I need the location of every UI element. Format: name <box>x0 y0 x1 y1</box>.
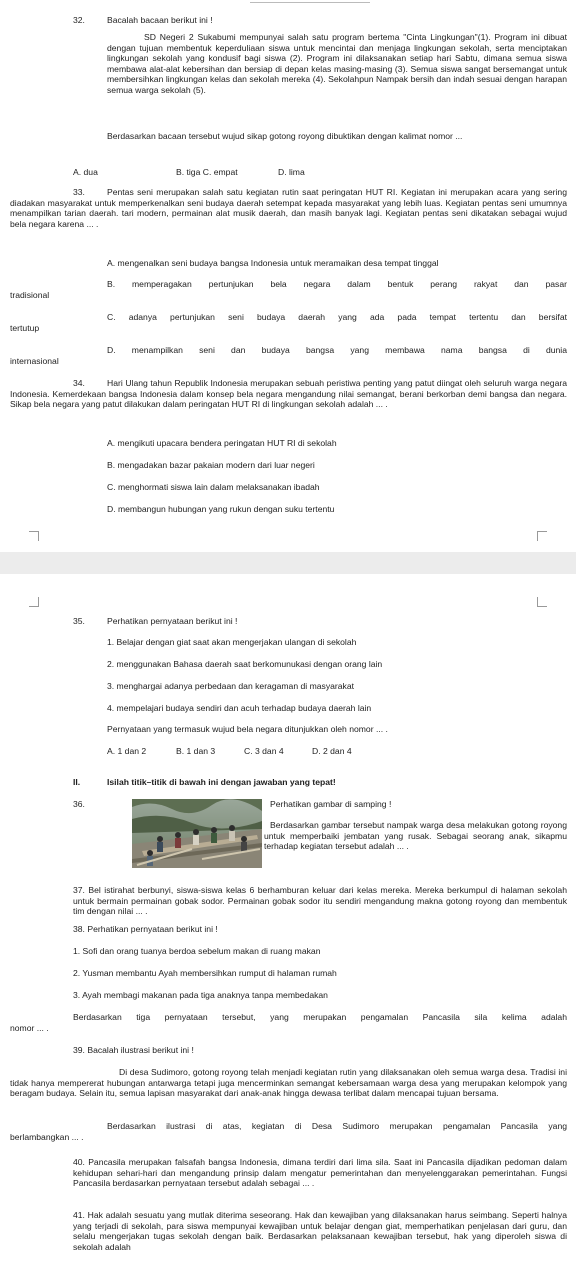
page-1 <box>0 0 576 552</box>
q37-text: 37. Bel istirahat berbunyi, siswa-siswa kelas 6 berhamburan keluar dari kelas mereka. Mereka berkumpul di halaman sekolah untuk bermain permainan gobak sodor. Permainan gobak sodor itu sendiri mengandung makna gotong royong dan membentuk tim dengan nilai ... . <box>73 885 567 917</box>
q41-text: 41. Hak adalah sesuatu yang mutlak diterima seseorang. Hak dan kewajiban yang dilaksanakan harus seimbang. Seperti halnya yang terjadi di sekolah, para siswa mempunyai kewajiban untuk belajar dengan giat, memperhatikan penjelasan dari guru, dan selalu mengerjakan tugas sekolah dengan baik. Berdasarkan pelaksanaan kewajiban tersebut, hak yang diperoleh siswa di sekolah adalah <box>73 1210 567 1252</box>
q36-prompt: Perhatikan gambar di samping ! <box>270 799 392 809</box>
q36-text: Berdasarkan gambar tersebut nampak warga desa melakukan gotong royong untuk memperbaiki jembatan yang rusak. Sebagai seorang anak, sikapmu terhadap kegiatan tersebut adalah ... . <box>264 820 567 852</box>
q35-option-c: C. 3 dan 4 <box>244 746 284 756</box>
section-2-title: Isilah titik–titik di bawah ini dengan jawaban yang tepat! <box>107 777 336 787</box>
q34-number: 34. <box>73 378 85 388</box>
q34-option-a: A. mengikuti upacara bendera peringatan HUT RI di sekolah <box>107 438 337 448</box>
cropped-header-text <box>250 0 370 3</box>
q38-prompt: 38. Perhatikan pernyataan berikut ini ! <box>73 924 218 934</box>
q33-option-d-line2: internasional <box>10 356 59 366</box>
q35-question: Pernyataan yang termasuk wujud bela negara ditunjukkan oleh nomor ... . <box>107 724 388 734</box>
q39-question-line1: Berdasarkan ilustrasi di atas, kegiatan di Desa Sudimoro merupakan pengamalan Pancasila yang <box>107 1121 567 1131</box>
q35-number: 35. <box>73 616 85 626</box>
q35-item-1: 1. Belajar dengan giat saat akan mengerjakan ulangan di sekolah <box>107 637 357 647</box>
q35-option-d: D. 2 dan 4 <box>312 746 352 756</box>
q36-number: 36. <box>73 799 85 809</box>
q39-question-line2: berlambangkan ... . <box>10 1132 84 1142</box>
section-2-number: II. <box>73 777 81 787</box>
q34-text: Hari Ulang tahun Republik Indonesia merupakan sebuah peristiwa penting yang patut diingat oleh seluruh warga negara Indonesia. Kemerdekaan bangsa Indonesia dalam konsep bela negara mengandung nilai semangat, berani berkorban demi bangsa dan negara. Sikap bela negara yang patut dilakukan dalam peringatan HUT RI di lingkungan sekolah adalah ... . <box>10 378 567 410</box>
q39-text: Di desa Sudimoro, gotong royong telah menjadi kegiatan rutin yang dilaksanakan oleh semua warga desa. Tradisi ini tidak hanya mempererat hubungan antarwarga tetapi juga mencerminkan semangat kebersamaan warga desa yang merupakan kelompok yang beragam budaya. Selain itu, semua lapisan masyarakat dari anak-anak hingga dewasa terlibat dalam mencapai tujuan bersama. <box>10 1067 567 1099</box>
q35-item-4: 4. mempelajari budaya sendiri dan acuh terhadap budaya daerah lain <box>107 703 372 713</box>
q38-item-3: 3. Ayah membagi makanan pada tiga anaknya tanpa membedakan <box>73 990 328 1000</box>
crop-mark <box>537 597 547 607</box>
crop-mark <box>29 597 39 607</box>
q32-prompt: Bacalah bacaan berikut ini ! <box>107 15 213 25</box>
q33-option-d-line1: D. menampilkan seni dan budaya bangsa yang membawa nama bangsa di dunia <box>107 345 567 355</box>
q38-question-line2: nomor ... . <box>10 1023 49 1033</box>
q33-option-b-line1: B. memperagakan pertunjukan bela negara dalam bentuk perang rakyat dan pasar <box>107 279 567 289</box>
q32-option-d: D. lima <box>278 167 305 177</box>
q40-text: 40. Pancasila merupakan falsafah bangsa Indonesia, dimana terdiri dari lima sila. Saat ini Pancasila dijadikan pedoman dalam kehidupan sehari-hari dan mengandung prinsip dalam mengatur pemerintahan dan menyelenggarakan pemerintahan. Fungsi Pancasila berdasarkan pernyataan tersebut adalah sebagai ... . <box>73 1157 567 1189</box>
q32-option-a: A. dua <box>73 167 98 177</box>
q34-option-c: C. menghormati siswa lain dalam melaksanakan ibadah <box>107 482 320 492</box>
q35-item-3: 3. menghargai adanya perbedaan dan keragaman di masyarakat <box>107 681 354 691</box>
q38-item-1: 1. Sofi dan orang tuanya berdoa sebelum makan di ruang makan <box>73 946 321 956</box>
mutual-help-bridge-photo <box>132 799 262 868</box>
crop-mark <box>537 531 547 541</box>
page-2 <box>0 574 576 1280</box>
crop-mark <box>29 531 39 541</box>
q32-passage: SD Negeri 2 Sukabumi mempunyai salah satu program bertema "Cinta Lingkungan"(1). Program ini dibuat dengan tujuan membentuk keperduliaan siswa untuk mencintai dan menjaga lingkungan sekolah, serta menciptakan lingkungan sekolah yang kondusif bagi siswa (2). Program ini dilaksanakan setiap hari Sabtu, dimana semua siswa membawa alat-alat kebersihan dan bersiap di depan kelas masing-masing (3). Semua siswa sangat bersemangat untuk membersihkan lingkungan kelas dan sekolah mereka (4). Sekolahpun Nampak bersih dan indah sesuai dengan harapan semua warga sekolah (5). <box>107 32 567 95</box>
q33-option-c-line1: C. adanya pertunjukan seni budaya daerah yang ada pada tempat tertentu dan bersifat <box>107 312 567 322</box>
q32-number: 32. <box>73 15 85 25</box>
q35-option-a: A. 1 dan 2 <box>107 746 147 756</box>
q33-option-a: A. mengenalkan seni budaya bangsa Indonesia untuk meramaikan desa tempat tinggal <box>107 258 439 268</box>
q39-prompt: 39. Bacalah ilustrasi berikut ini ! <box>73 1045 194 1055</box>
q33-number: 33. <box>73 187 85 197</box>
q33-option-b-line2: tradisional <box>10 290 50 300</box>
q33-text: Pentas seni merupakan salah satu kegiatan rutin saat peringatan HUT RI. Kegiatan ini merupakan acara yang sering diadakan masyarakat untuk memperkenalkan seni budaya daerah setempat kepada masyarakat yang lebih luas. Kegiatan pentas seni umumnya menampilkan tarian daerah. tari modern, permainan alat musik daerah, dan masih banyak lagi. Kegiatan pentas seni dikatakan sebagai wujud bela negara karena ... . <box>10 187 567 229</box>
q35-item-2: 2. menggunakan Bahasa daerah saat berkomunukasi dengan orang lain <box>107 659 383 669</box>
q32-question: Berdasarkan bacaan tersebut wujud sikap gotong royong dibuktikan dengan kalimat nomor ... <box>107 131 463 141</box>
q35-option-b: B. 1 dan 3 <box>176 746 216 756</box>
q33-option-c-line2: tertutup <box>10 323 40 333</box>
q38-question-line1: Berdasarkan tiga pernyataan tersebut, yang merupakan pengamalan Pancasila sila kelima adalah <box>73 1012 567 1022</box>
q34-option-d: D. membangun hubungan yang rukun dengan suku tertentu <box>107 504 335 514</box>
q38-item-2: 2. Yusman membantu Ayah membersihkan rumput di halaman rumah <box>73 968 337 978</box>
q34-option-b: B. mengadakan bazar pakaian modern dari luar negeri <box>107 460 315 470</box>
q32-option-bc: B. tiga C. empat <box>176 167 238 177</box>
page-gap <box>0 552 576 574</box>
q35-prompt: Perhatikan pernyataan berikut ini ! <box>107 616 238 626</box>
